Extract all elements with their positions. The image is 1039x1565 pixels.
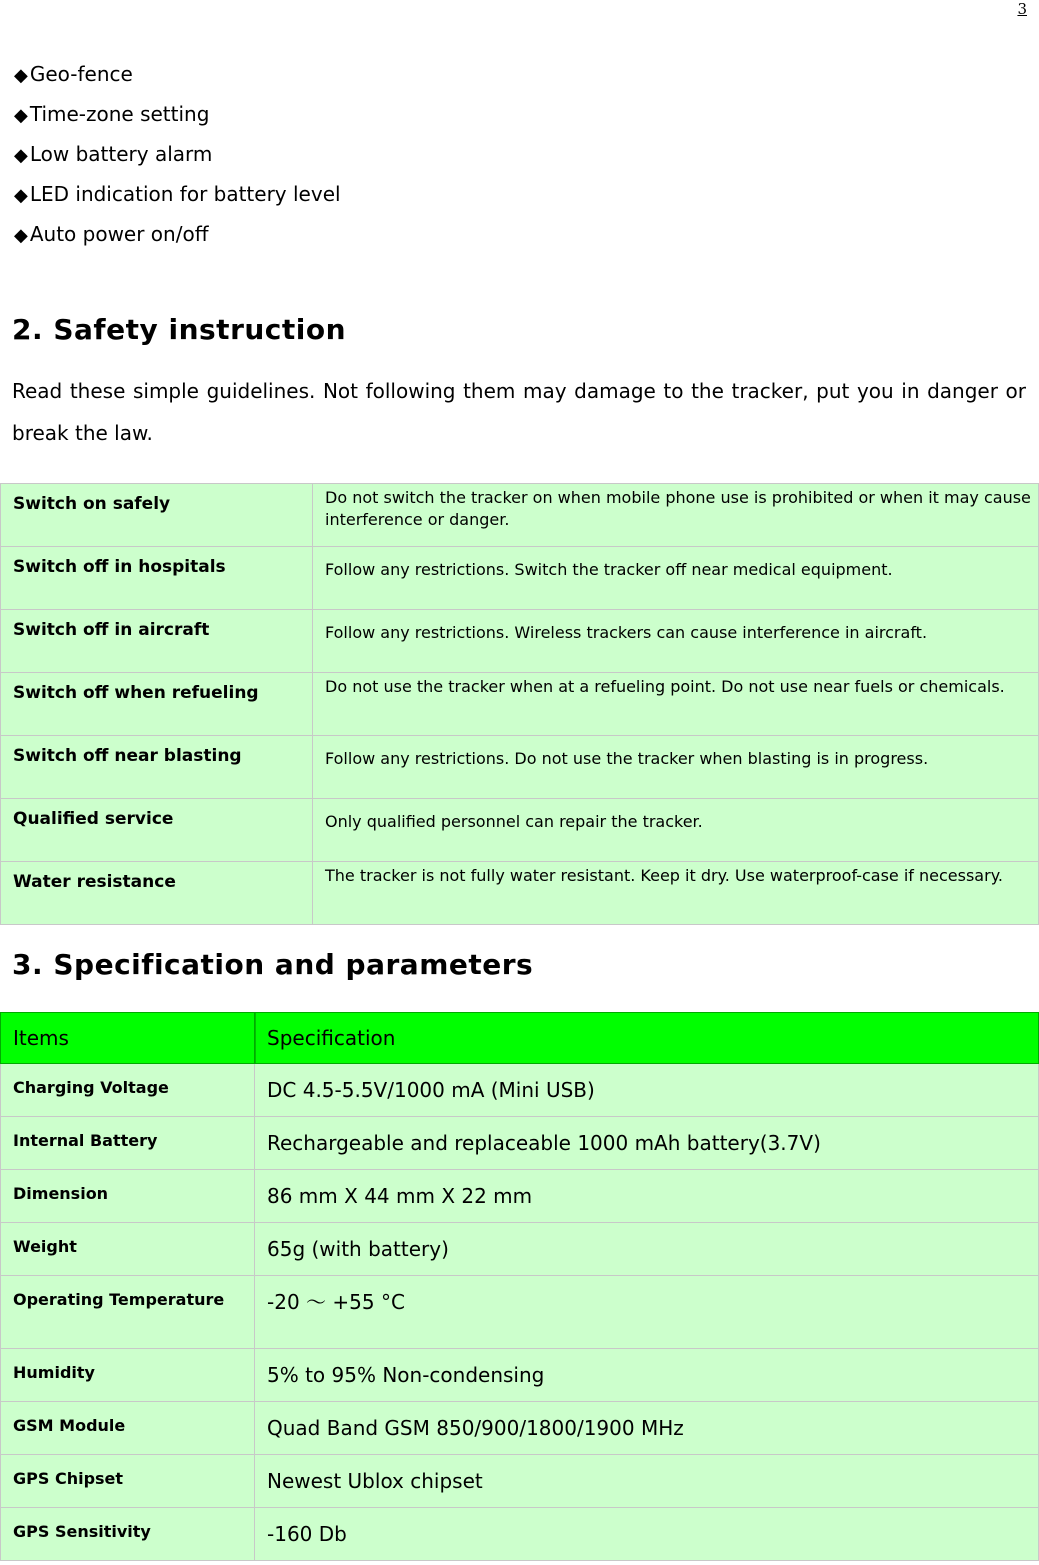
table-cell-key: Humidity [1, 1349, 255, 1402]
table-cell-key: GPS Chipset [1, 1455, 255, 1508]
table-cell-key: Internal Battery [1, 1117, 255, 1170]
table-row [1, 1064, 1039, 1117]
table-cell-key: Operating Temperature [1, 1276, 255, 1349]
table-row [1, 1117, 1039, 1170]
table-row [1, 1508, 1039, 1561]
table-cell-value: 65g (with battery) [255, 1223, 1039, 1276]
table-cell-key: Weight [1, 1223, 255, 1276]
table-cell-value: Only qualified personnel can repair the tracker. [313, 799, 1039, 862]
safety-table [0, 483, 1039, 925]
safety-intro: Read these simple guidelines. Not following them may damage to the tracker, put you in danger or break the law. [12, 379, 1026, 445]
diamond-bullet-icon: ◆ [14, 185, 28, 206]
table-cell-value: Newest Ublox chipset [255, 1455, 1039, 1508]
table-row [1, 610, 1039, 673]
table-cell-value: The tracker is not fully water resistant. Keep it dry. Use waterproof-case if necessary. [313, 862, 1039, 925]
list-item: ◆ Time-zone setting [14, 102, 210, 126]
table-cell-value: 5% to 95% Non-condensing [255, 1349, 1039, 1402]
diamond-bullet-icon: ◆ [14, 145, 28, 166]
table-cell-key: Qualified service [1, 799, 313, 862]
feature-list [14, 60, 341, 260]
list-item: ◆ Low battery alarm [14, 142, 213, 166]
safety-heading: 2. Safety instruction [12, 313, 347, 346]
table-cell-value: 86 mm X 44 mm X 22 mm [255, 1170, 1039, 1223]
table-row [1, 1170, 1039, 1223]
table-row [1, 1276, 1039, 1349]
table-cell-key: Switch off in hospitals [1, 547, 313, 610]
spec-heading: 3. Specification and parameters [12, 948, 534, 981]
table-row [1, 547, 1039, 610]
diamond-bullet-icon: ◆ [14, 65, 28, 86]
diamond-bullet-icon: ◆ [14, 105, 28, 126]
table-cell-value: Quad Band GSM 850/900/1800/1900 MHz [255, 1402, 1039, 1455]
table-cell-value: -160 Db [255, 1508, 1039, 1561]
list-item: ◆ LED indication for battery level [14, 182, 341, 206]
table-cell-value: Follow any restrictions. Wireless trackers can cause interference in aircraft. [313, 610, 1039, 673]
table-row [1, 1349, 1039, 1402]
table-cell-value: Do not switch the tracker on when mobile phone use is prohibited or when it may cause interference or danger. [313, 484, 1039, 547]
table-cell-value: Follow any restrictions. Do not use the tracker when blasting is in progress. [313, 736, 1039, 799]
table-cell-key: GSM Module [1, 1402, 255, 1455]
list-item: ◆ Auto power on/off [14, 222, 209, 246]
table-header-row [1, 1013, 1039, 1064]
spec-table [0, 1012, 1039, 1561]
table-row [1, 673, 1039, 736]
table-cell-key: Water resistance [1, 862, 313, 925]
table-row [1, 862, 1039, 925]
table-row [1, 484, 1039, 547]
table-row [1, 736, 1039, 799]
table-row [1, 799, 1039, 862]
table-cell-key: Switch off in aircraft [1, 610, 313, 673]
table-cell-value: Follow any restrictions. Switch the tracker off near medical equipment. [313, 547, 1039, 610]
table-row [1, 1223, 1039, 1276]
column-header-items: Items [1, 1013, 255, 1064]
table-cell-value: DC 4.5-5.5V/1000 mA (Mini USB) [255, 1064, 1039, 1117]
table-cell-key: Charging Voltage [1, 1064, 255, 1117]
list-item: ◆ Geo-fence [14, 62, 133, 86]
column-header-specification: Specification [255, 1013, 1039, 1064]
table-cell-value: Do not use the tracker when at a refueling point. Do not use near fuels or chemicals. [313, 673, 1039, 736]
table-cell-value: -20 ～ +55 °C [255, 1276, 1039, 1349]
table-cell-key: Dimension [1, 1170, 255, 1223]
page-number: 3 [1017, 0, 1027, 18]
table-cell-key: Switch off near blasting [1, 736, 313, 799]
table-cell-key: Switch off when refueling [1, 673, 313, 736]
table-cell-key: Switch on safely [1, 484, 313, 547]
table-row [1, 1402, 1039, 1455]
diamond-bullet-icon: ◆ [14, 225, 28, 246]
table-cell-key: GPS Sensitivity [1, 1508, 255, 1561]
table-row [1, 1455, 1039, 1508]
table-cell-value: Rechargeable and replaceable 1000 mAh battery(3.7V) [255, 1117, 1039, 1170]
